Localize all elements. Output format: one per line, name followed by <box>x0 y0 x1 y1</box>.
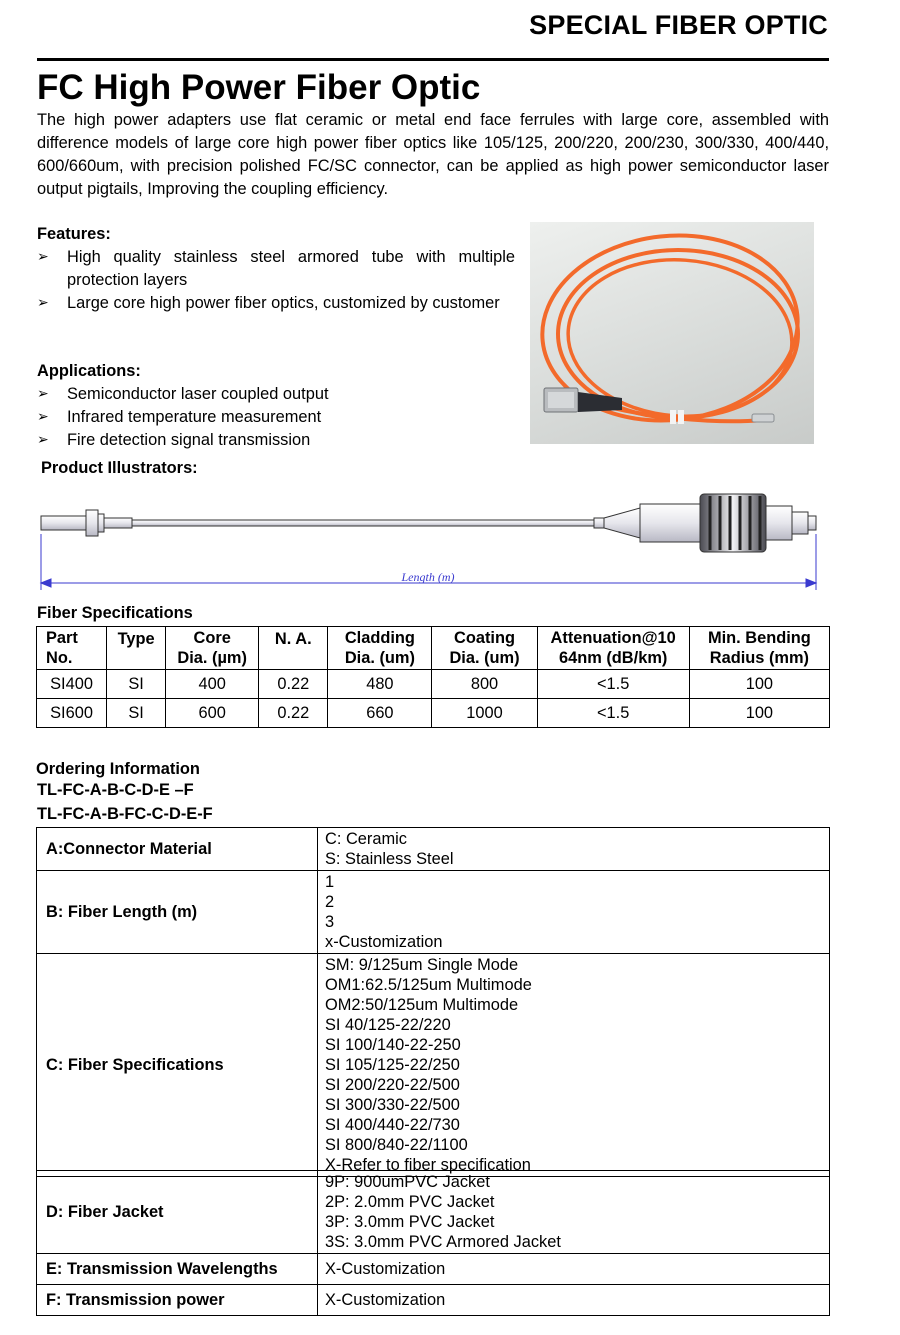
column-header: Part No. <box>37 627 107 670</box>
applications-list <box>37 383 515 452</box>
ordering-table-1 <box>36 827 830 1177</box>
fiber-specs-table <box>36 626 830 728</box>
column-header: Attenuation@10 64nm (dB/km) <box>537 627 689 670</box>
order-code: TL-FC-A-B-C-D-E –F <box>37 781 194 799</box>
table-cell: 0.22 <box>259 670 328 699</box>
table-cell: SI400 <box>37 670 107 699</box>
illustration-heading: Product Illustrators: <box>41 459 198 477</box>
table-header-row <box>37 627 830 670</box>
feature-item: ➢ High quality stainless steel armored tube with multiple protection layers <box>37 248 515 289</box>
table-cell: SI <box>107 699 166 728</box>
applications-heading: Applications: <box>37 362 141 380</box>
fiber-specs-heading: Fiber Specifications <box>37 604 193 622</box>
table-cell: SI <box>107 670 166 699</box>
features-heading: Features: <box>37 225 111 243</box>
column-header: N. A. <box>259 627 328 670</box>
table-cell: 600 <box>166 699 259 728</box>
table-row <box>37 954 830 1177</box>
table-cell: <1.5 <box>537 670 689 699</box>
option-values: 9P: 900umPVC Jacket 2P: 2.0mm PVC Jacket 3P: 3.0mm PVC Jacket 3S: 3.0mm PVC Armored Jacket <box>318 1171 830 1254</box>
header-title: SPECIAL FIBER OPTIC <box>529 10 828 40</box>
application-item: ➢ Semiconductor laser coupled output <box>37 383 515 406</box>
option-key: C: Fiber Specifications <box>37 954 318 1177</box>
fiber-cable-image <box>530 222 814 444</box>
column-header: Coating Dia. (um) <box>432 627 537 670</box>
table-row <box>37 1285 830 1316</box>
arrow-bullet-icon: ➢ <box>37 249 49 265</box>
table-cell: 1000 <box>432 699 537 728</box>
feature-item: ➢ Large core high power fiber optics, customized by customer <box>37 292 515 315</box>
intro-paragraph: The high power adapters use flat ceramic or metal end face ferrules with large core, assembled with difference models of large core high power fiber optics like 105/125, 200/220, 200/230, 300/330, 400/440, 600/660um, with precision polished FC/SC connector, can be applied as high power semiconductor laser output pigtails, Improving the coupling efficiency. <box>37 111 829 198</box>
arrow-bullet-icon: ➢ <box>37 295 49 311</box>
table-cell: <1.5 <box>537 699 689 728</box>
table-cell: 480 <box>328 670 432 699</box>
arrow-bullet-icon: ➢ <box>37 409 49 425</box>
application-item: ➢ Fire detection signal transmission <box>37 429 515 452</box>
table-row <box>37 828 830 871</box>
table-cell: 0.22 <box>259 699 328 728</box>
ordering-heading: Ordering Information <box>36 760 200 778</box>
table-cell: 400 <box>166 670 259 699</box>
table-cell: SI600 <box>37 699 107 728</box>
ordering-table-2 <box>36 1170 830 1316</box>
table-row <box>37 699 830 728</box>
option-values: X-Customization <box>318 1254 830 1285</box>
product-diagram <box>36 488 836 594</box>
product-photo <box>530 222 814 444</box>
table-cell: 100 <box>689 699 829 728</box>
option-values: X-Customization <box>318 1285 830 1316</box>
column-header: Min. Bending Radius (mm) <box>689 627 829 670</box>
table-cell: 100 <box>689 670 829 699</box>
table-cell: 660 <box>328 699 432 728</box>
table-row <box>37 670 830 699</box>
application-item: ➢ Infrared temperature measurement <box>37 406 515 429</box>
arrow-bullet-icon: ➢ <box>37 386 49 402</box>
features-list <box>37 246 515 315</box>
table-cell: 800 <box>432 670 537 699</box>
option-key: D: Fiber Jacket <box>37 1171 318 1254</box>
length-label: Length (m) <box>401 570 455 584</box>
column-header: Cladding Dia. (um) <box>328 627 432 670</box>
option-values: C: Ceramic S: Stainless Steel <box>318 828 830 871</box>
table-row <box>37 1171 830 1254</box>
option-values: SM: 9/125um Single Mode OM1:62.5/125um Multimode OM2:50/125um Multimode SI 40/125-22/220 SI 100/140-22-250 SI 105/125-22/250 SI 200/220-22/500 SI 300/330-22/500 SI 400/440-22/730 SI 800/840-22/1100 X-Refer to fiber specification <box>318 954 830 1177</box>
arrow-bullet-icon: ➢ <box>37 432 49 448</box>
table-row <box>37 871 830 954</box>
option-key: F: Transmission power <box>37 1285 318 1316</box>
page-title: FC High Power Fiber Optic <box>37 68 481 107</box>
option-key: E: Transmission Wavelengths <box>37 1254 318 1285</box>
order-code: TL-FC-A-B-FC-C-D-E-F <box>37 805 213 823</box>
table-row <box>37 1254 830 1285</box>
option-key: A:Connector Material <box>37 828 318 871</box>
option-values: 1 2 3 x-Customization <box>318 871 830 954</box>
column-header: Type <box>107 627 166 670</box>
header-divider <box>37 58 829 61</box>
column-header: Core Dia. (µm) <box>166 627 259 670</box>
option-key: B: Fiber Length (m) <box>37 871 318 954</box>
